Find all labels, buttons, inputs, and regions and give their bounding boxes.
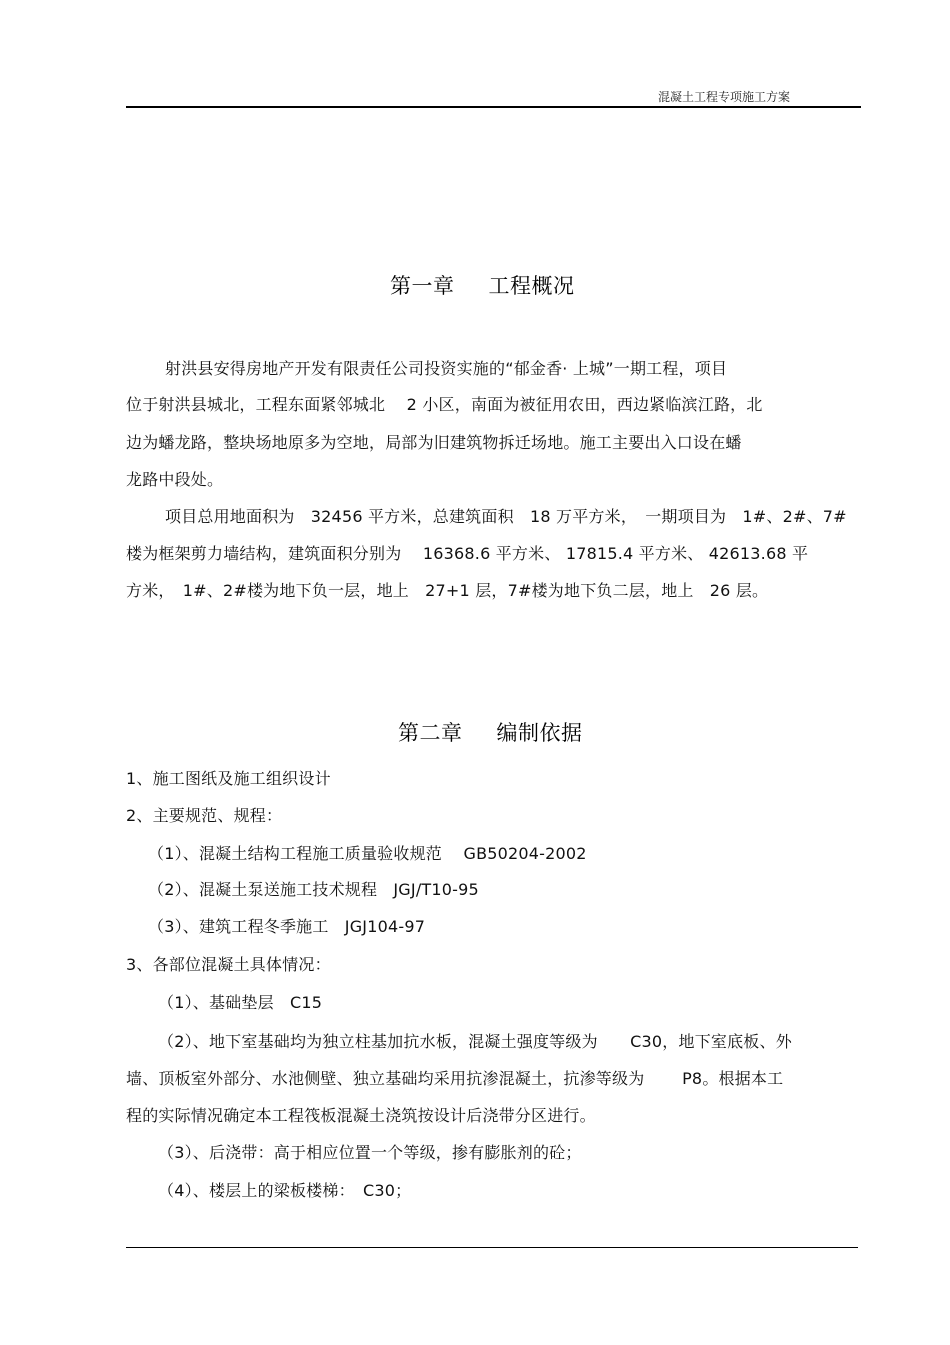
footer-rule (126, 1247, 858, 1248)
chapter2-title: 编制依据 (496, 721, 583, 745)
ch2-item-3-3: （3）、后浇带：高于相应位置一个等级，掺有膨胀剂的砼； (158, 1143, 582, 1162)
ch1-para1-line1: 射洪县安得房地产开发有限责任公司投资实施的“郁金香· 上城”一期工程，项目 (165, 359, 728, 378)
ch1-para1-line2: 位于射洪县城北，工程东面紧邻城北 2 小区，南面为被征用农田，西边紧临滨江路，北 (126, 395, 763, 414)
ch2-item-2-2: （2）、混凝土泵送施工技术规程 JGJ/T10-95 (148, 880, 479, 899)
chapter2-number: 第二章 (398, 721, 463, 745)
ch2-item-2-1: （1）、混凝土结构工程施工质量验收规范 GB50204-2002 (148, 844, 587, 863)
ch2-item-3-4: （4）、楼层上的梁板楼梯： C30； (158, 1181, 412, 1200)
ch2-item-3-2-line2: 墙、顶板室外部分、水池侧壁、独立基础均采用抗渗混凝土，抗渗等级为 P8。根据本工 (126, 1069, 784, 1088)
ch1-para2-line2: 楼为框架剪力墙结构，建筑面积分别为 16368.6 平方米、 17815.4 平方米、 42613.68 平 (126, 544, 809, 563)
chapter1-number: 第一章 (390, 274, 455, 298)
ch1-para1-line3: 边为蟠龙路，整块场地原多为空地，局部为旧建筑物拆迁场地。施工主要出入口设在蟠 (126, 433, 742, 452)
ch2-item-3: 3、各部位混凝土具体情况： (126, 955, 331, 974)
chapter1-title: 工程概况 (488, 274, 575, 298)
ch2-item-2-3: （3）、建筑工程冬季施工 JGJ104-97 (148, 917, 426, 936)
ch1-para2-line3: 方米， 1#、2#楼为地下负一层，地上 27+1 层，7#楼为地下负二层，地上 26 层。 (126, 581, 769, 600)
ch1-para2-line1: 项目总用地面积为 32456 平方米，总建筑面积 18 万平方米， 一期项目为 1#、2#、7# (165, 507, 847, 526)
header-rule (126, 106, 861, 108)
ch2-item-3-2-line1: （2）、地下室基础均为独立柱基加抗水板，混凝土强度等级为 C30，地下室底板、外 (158, 1032, 792, 1051)
ch1-para1-line4: 龙路中段处。 (126, 470, 224, 489)
ch2-item-3-2-line3: 程的实际情况确定本工程筏板混凝土浇筑按设计后浇带分区进行。 (126, 1106, 596, 1125)
ch2-item-3-1: （1）、基础垫层 C15 (158, 993, 323, 1012)
chapter2-heading (398, 717, 583, 747)
ch2-item-2: 2、主要规范、规程： (126, 806, 283, 825)
chapter1-heading (390, 270, 575, 300)
running-header: 混凝土工程专项施工方案 (657, 90, 790, 104)
ch2-item-1: 1、施工图纸及施工组织设计 (126, 769, 331, 788)
